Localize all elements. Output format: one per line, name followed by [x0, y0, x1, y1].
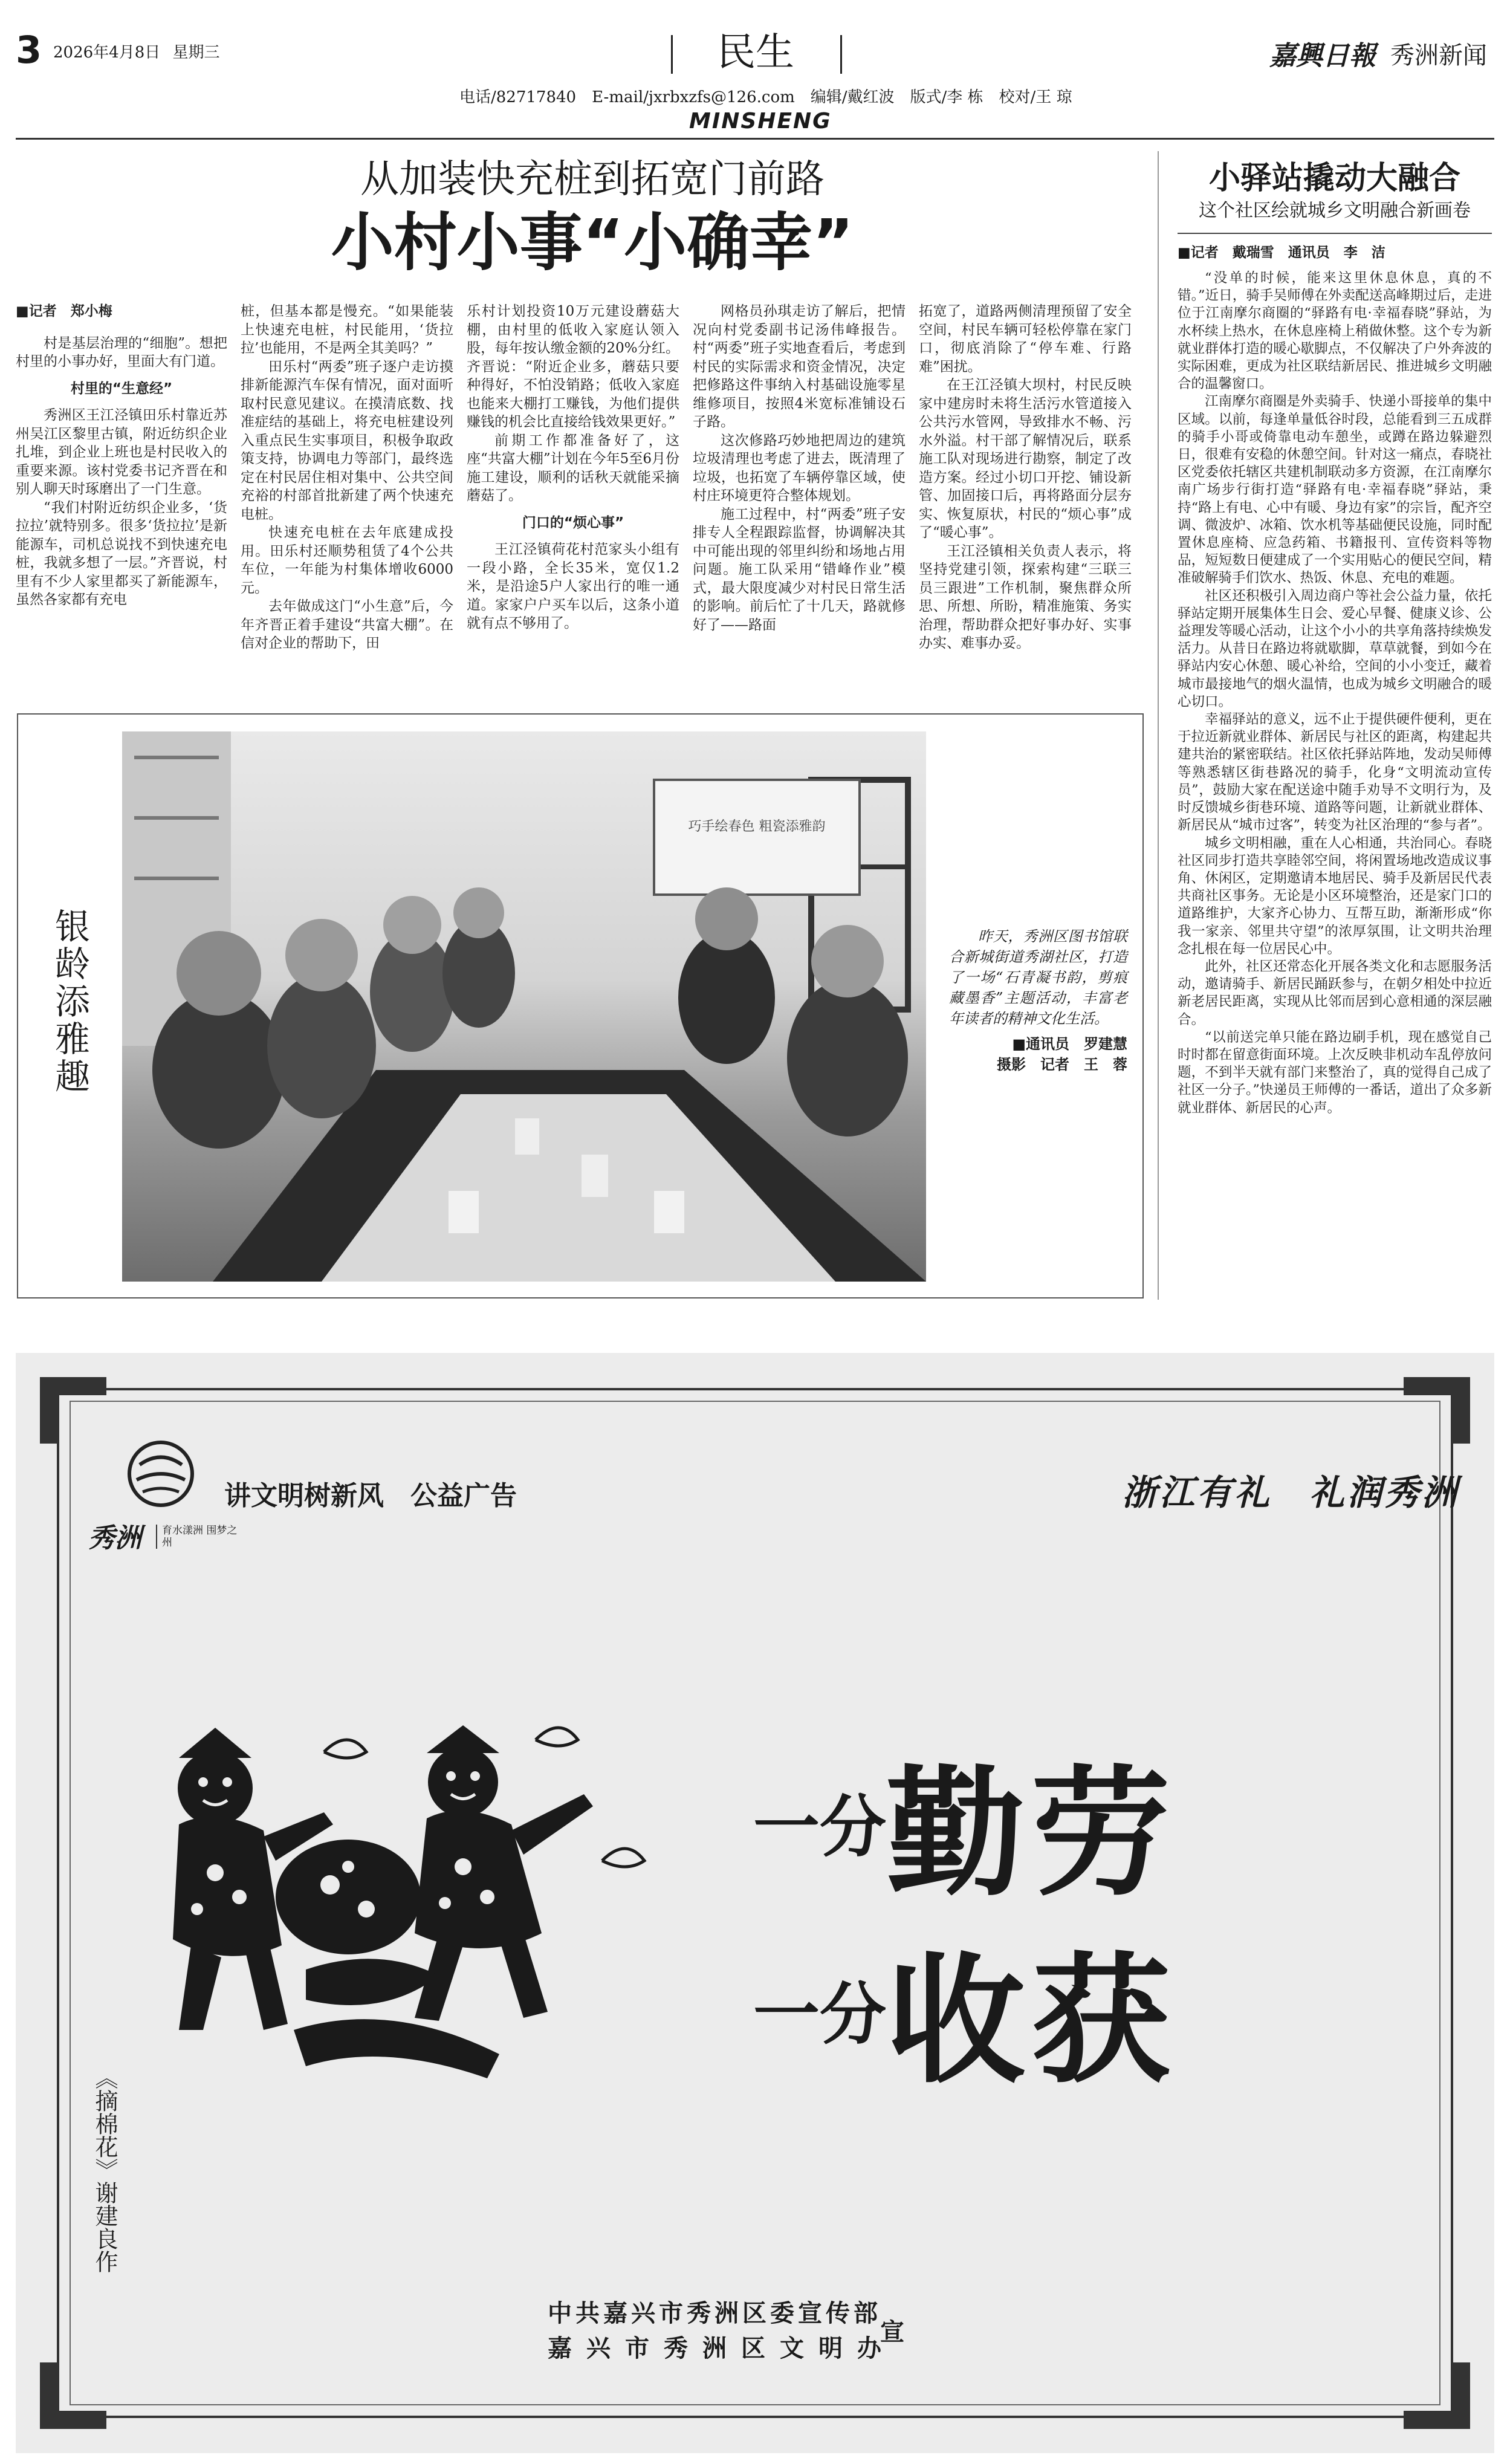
article-para: 秀洲区王江泾镇田乐村靠近苏州吴江区黎里古镇，附近纺织企业扎堆，到企业上班也是村民收入的重要来源。该村党委书记齐晋在和别人聊天时琢磨出了一门生意。 [16, 407, 227, 497]
page-number: 3 [16, 28, 42, 72]
big-slogan-pre-1: 一分 [753, 1788, 886, 1866]
side-para: 社区还积极引入周边商户等社会公益力量，依托驿站定期开展集体生日会、爱心早餐、健康义诊、公益理发等暖心活动，让这个小小的共享角落持续焕发活力。从昔日在路边将就歇脚，草草就餐，到如今在驿站内安心休憩、暖心补给，空间的小小变迁，藏着城市最接地气的烟火温情，也成为城乡文明融合的暖心切口。 [1178, 588, 1492, 710]
ad-slogan-right: 浙江有礼 礼润秀洲 [1122, 1472, 1460, 1513]
side-para: 城乡文明相融，重在人心相通，共治同心。春晓社区同步打造共享睦邻空间，将闲置场地改造成议事角、休闲区，定期邀请本地居民、骑手及新居民代表共商社区事务。无论是小区环境整治，还是家门口的道路维护，大家齐心协力、互帮互助，渐渐形成“你我一家亲、邻里共守望”的浓厚氛围，让文明共治理念扎根在每一位居民心中。 [1178, 835, 1492, 957]
big-slogan-pre-2: 一分 [753, 1976, 886, 2054]
photo-scene [122, 731, 926, 1282]
big-slogan-line-1 [753, 1722, 1176, 1922]
article-kicker: 从加装快充桩到拓宽门前路 [360, 157, 825, 202]
publisher-block [548, 2296, 896, 2366]
article-subhead: 村里的“生意经” [70, 380, 173, 397]
article-para: 桩，但基本都是慢充。“如果能装上快速充电桩，村民能用，‘货拉拉’也能用，不是两全其美吗？” [241, 303, 453, 356]
side-article-title: 小驿站撬动大融合 [1208, 160, 1460, 196]
art-caption: 《摘棉花》谢建良作 [91, 2066, 118, 2273]
publisher-suffix: 宣 [880, 2318, 904, 2346]
side-para: “以前送完单只能在路边刷手机，现在感觉自己时时都在留意街面环境。上次反映非机动车乱停放问题，不到半天就有部门来整治了，真的觉得自己成了社区一分子。”快递员王师傅的一番话，道出了众多新就业群体、新居民的心声。 [1178, 1029, 1492, 1116]
section-pinyin: MINSHENG [689, 109, 832, 134]
article-column-5 [919, 302, 1132, 653]
papercut-artwork [125, 1716, 656, 2090]
article-columns [16, 302, 1146, 683]
article-para: 前期工作都准备好了，这座“共富大棚”计划在今年5至6月份施工建设，顺利的话秋天就能采摘蘑菇了。 [467, 432, 679, 504]
section-bar-right [840, 35, 842, 74]
article-title: 小村小事“小确幸” [331, 206, 854, 279]
article-column-3 [467, 302, 679, 633]
big-slogan-line-2 [753, 1909, 1176, 2109]
side-para: “没单的时候，能来这里休息休息，真的不错。”近日，骑手吴师傅在外卖配送高峰期过后，走进位于江南摩尔商圈的“驿路有电·幸福春晓”驿站，为水杯续上热水，在休息座椅上稍做休整。这个专为新就业群体打造的暖心歇脚点，不仅解决了户外奔波的实际困难，更成为社区联结新居民、推进城乡文明融合的温馨窗口。 [1178, 270, 1492, 392]
header-rule [16, 138, 1494, 140]
ad-logo-small: 育水漾洲 围梦之州 [156, 1525, 241, 1549]
photo-box [17, 713, 1144, 1298]
article-para: 王江泾镇相关负责人表示，将坚持党建引领，探索构建“三联三员三跟进”工作机制，聚焦群众所思、所想、所盼，精准施策、务实治理，帮助群众把好事办好、实事办实、难事办妥。 [919, 543, 1132, 651]
date: 2026年4月8日 [53, 44, 161, 62]
article-para: “我们村附近纺织企业多，‘货拉拉’就特别多。很多‘货拉拉’是新能源车，司机总说找不到快速充电桩，我就多想了一层。”齐晋说，村里有不少人家里都买了新能源车，虽然各家都有充电 [16, 499, 227, 608]
ad-panel [16, 1353, 1494, 2453]
side-article [1178, 160, 1492, 1117]
article-para: 村是基层治理的“细胞”。想把村里的小事办好，里面大有门道。 [16, 335, 227, 369]
article-para: 王江泾镇荷花村范家头小组有一段小路，全长35米，宽仅1.2米，是沿途5户人家出行的唯一通道。家家户户买车以后，这条小道就有点不够用了。 [467, 542, 679, 631]
section-bar-left [671, 35, 673, 74]
article-para: 去年做成这门“小生意”后，今年齐晋正着手建设“共富大棚”。在信对企业的帮助下，田 [241, 598, 453, 651]
xiuzhou-logo-icon [125, 1438, 197, 1510]
article-byline: ■记者 郑小梅 [16, 303, 112, 319]
ad-slogan-left: 讲文明树新风 公益广告 [224, 1480, 517, 1511]
paper-edition: 秀洲新闻 [1390, 42, 1487, 70]
article-para: 施工过程中，村“两委”班子安排专人全程跟踪监督，协调解决其中可能出现的邻里纠纷和场地占用问题。施工队采用“错峰作业”模式，最大限度减少对村民日常生活的影响。前后忙了十几天，路就修好了——路面 [693, 506, 906, 633]
screen-text: 巧手绘春色 粗瓷添雅韵 [688, 819, 826, 834]
article-column-2 [241, 302, 453, 653]
side-article-byline: ■记者 戴瑞雪 通讯员 李 洁 [1178, 245, 1385, 261]
photo-caption [949, 926, 1127, 1075]
side-title-rule [1178, 233, 1492, 234]
ad-logo-text: 秀洲 [88, 1523, 141, 1554]
issue-date [53, 40, 220, 62]
side-article-subtitle: 这个社区绘就城乡文明融合新画卷 [1199, 200, 1471, 221]
contact-line: 电话/82717840 E-mail/jxrbxzfs@126.com 编辑/戴红波 版式/李 栋 校对/王 琼 [459, 88, 1072, 106]
publisher-line-2: 嘉兴市秀洲区文明办 [548, 2335, 896, 2362]
article-column-4 [693, 302, 906, 634]
article-para: 乐村计划投资10万元建设蘑菇大棚，由村里的低收入家庭认领入股，每年按认缴金额的20%分红。齐晋说：“附近企业多，蘑菇只要种得好，不怕没销路；低收入家庭也能来大棚打工赚钱，为他们提供赚钱的机会比直接给钱效果更好。” [467, 303, 679, 430]
paper-logo: 嘉興日報 [1269, 41, 1376, 71]
publisher-line-1: 中共嘉兴市秀洲区委宣传部 [548, 2300, 881, 2327]
article-para: 快速充电桩在去年底建成投用。田乐村还顺势租赁了4个公共车位，一年能为村集体增收6000元。 [241, 525, 453, 596]
side-article-body [1178, 270, 1492, 1117]
caption-credit-1: ■通讯员 罗建慧 [1012, 1036, 1127, 1052]
caption-text: 昨天，秀洲区图书馆联合新城街道秀湖社区，打造了一场“石青凝书韵，剪痕藏墨香”主题活动，丰富老年读者的精神文化生活。 [949, 928, 1127, 1027]
weekday: 星期三 [172, 44, 220, 62]
article-para: 在王江泾镇大坝村，村民反映家中建房时未将生活污水管道接入公共污水管网，导致排水不畅、污水外溢。村干部了解情况后，联系施工队对现场进行勘察，制定了改造方案。经过小切口开挖、铺设新管、加固接口后，再将路面分层夯实、恢复原状，村民的“烦心事”成了“暖心事”。 [919, 377, 1132, 540]
big-slogan-word-2: 收获 [886, 1941, 1177, 2103]
activity-photo [122, 731, 926, 1282]
article-column-1 [16, 302, 227, 609]
side-para: 此外，社区还常态化开展各类文化和志愿服务活动，邀请骑手、新居民踊跃参与，在朝夕相处中拉近新老居民距离，实现从比邻而居到心意相通的深层融合。 [1178, 958, 1492, 1028]
side-para: 江南摩尔商圈是外卖骑手、快递小哥接单的集中区域。以前，每逢单量低谷时段，总能看到三五成群的骑手小哥或倚靠电动车憩坐，或蹲在路边躲避烈日，很难有安稳的休憩空间。针对这一痛点，春晓社区党委依托辖区共建机制联动多方资源，在江南摩尔南广场步行街打造“驿路有电·幸福春晓”驿站，秉持“路上有电、心中有暖、身边有家”的宗旨，配齐空调、微波炉、冰箱、饮水机等基础便民设施，同时配置休息座椅、应急药箱、书籍报刊、宣传资料等物品，短短数日便建成了一个实用贴心的便民空间，精准破解骑手们饮水、热饭、休息、充电的难题。 [1178, 394, 1492, 586]
article-subhead: 门口的“烦心事” [522, 514, 624, 531]
article-para: 网格员孙琪走访了解后，把情况向村党委副书记汤伟峰报告。村“两委”班子实地查看后，考虑到村民的实际需求和资金情况，决定把修路这件事纳入村基础设施零星维修项目，按照4米宽标准铺设石子路。 [693, 303, 906, 430]
photo-side-title: 银龄添雅趣 [49, 908, 90, 1095]
section-title: 民生 [717, 30, 794, 75]
side-para: 幸福驿站的意义，远不止于提供硬件便利，更在于拉近新就业群体、新居民与社区的距离，构建起共建共治的紧密联结。社区依托驿站阵地，发动吴师傅等熟悉辖区街巷路况的骑手，化身“文明流动宣传员”，鼓励大家在配送途中随手劝导不文明行为，及时反馈城乡街巷环境、道路等问题，让新就业群体、新居民从“城市过客”，转变为社区治理的“参与者”。 [1178, 712, 1492, 834]
article-para: 拓宽了，道路两侧清理预留了安全空间，村民车辆可轻松停靠在家门口，彻底消除了“停车难、行路难”困扰。 [919, 303, 1132, 375]
big-slogan-word-1: 勤劳 [886, 1754, 1177, 1915]
article-para: 这次修路巧妙地把周边的建筑垃圾清理也考虑了进去，既清理了垃圾，也拓宽了车辆停靠区域，使村庄环境更符合整体规划。 [693, 432, 906, 504]
caption-credit-2: 摄影 记者 王 蓉 [997, 1056, 1127, 1073]
column-divider [1158, 151, 1159, 1300]
article-para: 田乐村“两委”班子逐户走访摸排新能源汽车保有情况，面对面听取村民意见建议。在摸清底数、找准症结的基础上，将充电桩建设列入重点民生实事项目，积极争取政策支持，协调电力等部门，最终选定在村民居住相对集中、公共空间充裕的村部首批新建了两个快速充电桩。 [241, 358, 453, 522]
